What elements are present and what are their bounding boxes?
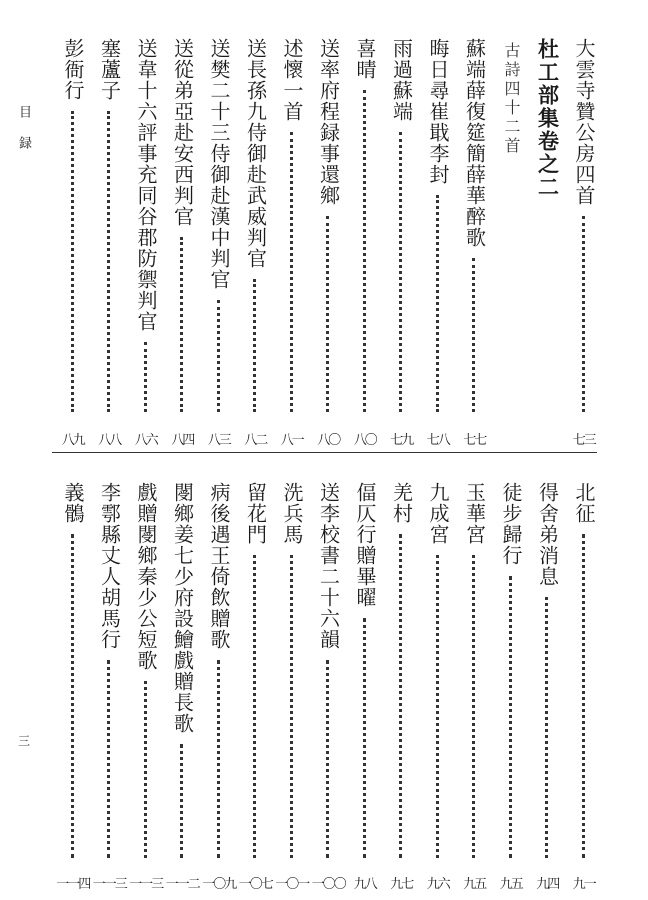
toc-entry	[456, 482, 493, 892]
toc-entry-page: 一〇七	[238, 877, 272, 892]
toc-entry-title: 大雲寺贊公房四首	[572, 38, 596, 206]
toc-entry-title: 玉華宮	[462, 482, 487, 545]
toc-entry	[274, 38, 311, 448]
dot-leader	[180, 744, 183, 858]
toc-entry	[493, 482, 530, 892]
toc-entry	[237, 38, 274, 448]
dot-leader	[253, 279, 256, 412]
dot-leader	[509, 576, 512, 858]
toc-entry-page: 九六	[426, 877, 449, 892]
toc-entry-page: 九一	[572, 877, 595, 892]
toc-entry	[310, 482, 347, 892]
toc-entry-page: 九五	[499, 877, 522, 892]
toc-entry-page: 七七	[463, 433, 486, 448]
dot-leader	[399, 132, 402, 412]
toc-entry	[456, 38, 493, 448]
toc-entry-title: 李鄠縣丈人胡馬行	[97, 482, 122, 650]
toc-entry	[55, 482, 92, 892]
toc-entry-page: 七三	[572, 433, 595, 448]
toc-entry	[164, 38, 201, 448]
toc-entry-page: 一一三	[129, 877, 163, 892]
toc-entry	[91, 38, 128, 448]
toc-entry	[201, 38, 238, 448]
toc-entry-title: 得舍弟消息	[535, 482, 560, 587]
page-divider	[52, 452, 597, 453]
toc-entry-title: 送從弟亞赴安西判官	[170, 38, 195, 227]
volume-heading	[529, 38, 566, 448]
dot-leader	[71, 534, 74, 858]
toc-entry-page: 七九	[390, 433, 413, 448]
dot-leader	[326, 216, 329, 412]
toc-entry-page: 九七	[390, 877, 413, 892]
toc-entry-title: 留花門	[243, 482, 268, 545]
toc-entry-page: 九五	[463, 877, 486, 892]
toc-entry-title: 義鶻	[61, 482, 85, 524]
dot-leader	[582, 216, 585, 412]
toc-entry-page: 七八	[426, 433, 449, 448]
toc-entry-title: 戲贈閿鄉秦少公短歌	[134, 482, 158, 671]
dot-leader	[363, 90, 366, 412]
toc-entry-page: 八六	[134, 433, 157, 448]
toc-entry	[566, 38, 603, 448]
dot-leader	[217, 660, 220, 858]
dot-leader	[436, 555, 439, 858]
dot-leader	[399, 534, 402, 858]
toc-entry	[55, 38, 92, 448]
toc-entry-title: 病後遇王倚飲贈歌	[207, 482, 231, 650]
dot-leader	[582, 534, 585, 858]
dot-leader	[217, 300, 220, 412]
toc-entry-title: 喜晴	[353, 38, 377, 80]
toc-entry-page: 八四	[171, 433, 194, 448]
volume-subheading	[493, 38, 530, 448]
dot-leader	[472, 258, 475, 412]
toc-entry-page: 八一	[280, 433, 303, 448]
section-label: 目録	[16, 105, 31, 167]
toc-entry	[347, 482, 384, 892]
toc-entry	[128, 482, 165, 892]
toc-entry	[566, 482, 603, 892]
toc-entry-page: 一一四	[56, 877, 90, 892]
toc-entry-title: 塞蘆子	[97, 38, 122, 101]
toc-bottom-half	[52, 482, 602, 892]
toc-entry-title: 送率府程録事還鄉	[316, 38, 341, 206]
dot-leader	[107, 660, 110, 858]
toc-entry	[164, 482, 201, 892]
dot-leader	[290, 555, 293, 858]
toc-entry	[128, 38, 165, 448]
toc-entry-title: 送李校書二十六韻	[316, 482, 341, 650]
toc-entry	[420, 38, 457, 448]
toc-entry	[347, 38, 384, 448]
toc-entry-title: 羌村	[389, 482, 414, 524]
toc-entry	[274, 482, 311, 892]
toc-entry-page: 八九	[61, 433, 84, 448]
toc-entry	[91, 482, 128, 892]
dot-leader	[144, 681, 147, 858]
dot-leader	[107, 111, 110, 412]
dot-leader	[545, 597, 548, 858]
dot-leader	[180, 237, 183, 412]
dot-leader	[472, 555, 475, 858]
toc-entry-page: 一一三	[92, 877, 126, 892]
toc-entry-page: 八〇	[353, 433, 376, 448]
dot-leader	[326, 660, 329, 858]
dot-leader	[144, 342, 147, 412]
toc-entry-title: 偪仄行贈畢曜	[353, 482, 377, 608]
toc-entry	[529, 482, 566, 892]
toc-entry-page: 八八	[98, 433, 121, 448]
toc-entry-title: 蘇端薛復筵簡薛華醉歌	[462, 38, 487, 248]
toc-entry-page: 八二	[244, 433, 267, 448]
toc-entry-title: 送長孫九侍御赴武威判官	[243, 38, 268, 269]
toc-entry-page: 八〇	[317, 433, 340, 448]
toc-entry-page: 一〇九	[202, 877, 236, 892]
dot-leader	[363, 618, 366, 858]
toc-entry-page: 一一二	[165, 877, 199, 892]
toc-entry-title: 洗兵馬	[280, 482, 304, 545]
toc-entry-page: 一〇〇	[311, 877, 345, 892]
volume-title: 杜工部集卷之二	[535, 38, 561, 199]
toc-entry-title: 彭衙行	[61, 38, 85, 101]
dot-leader	[290, 132, 293, 412]
toc-entry-title: 送樊二十三侍御赴漢中判官	[207, 38, 231, 290]
toc-entry-title: 九成宮	[426, 482, 450, 545]
toc-top-half	[52, 38, 602, 448]
toc-entry-title: 北征	[572, 482, 596, 524]
dot-leader	[436, 195, 439, 412]
toc-entry-title: 徒步歸行	[499, 482, 523, 566]
dot-leader	[71, 111, 74, 412]
dot-leader	[253, 555, 256, 858]
toc-entry	[201, 482, 238, 892]
page-number: 三	[18, 734, 31, 748]
toc-entry-title: 送韋十六評事充同谷郡防禦判官	[134, 38, 158, 332]
toc-entry-page: 九八	[353, 877, 376, 892]
toc-entry-page: 八三	[207, 433, 230, 448]
toc-entry-page: 一〇一	[275, 877, 309, 892]
toc-entry-title: 雨過蘇端	[389, 38, 414, 122]
toc-entry	[383, 38, 420, 448]
toc-entry	[420, 482, 457, 892]
volume-subtitle: 古詩四十二首	[502, 42, 521, 156]
toc-entry-page: 九四	[536, 877, 559, 892]
toc-entry	[310, 38, 347, 448]
toc-entry	[237, 482, 274, 892]
toc-entry-title: 述懷一首	[280, 38, 304, 122]
toc-entry-title: 閿鄉姜七少府設鱠戲贈長歌	[170, 482, 195, 734]
toc-entry-title: 晦日尋崔戢李封	[426, 38, 450, 185]
toc-entry	[383, 482, 420, 892]
